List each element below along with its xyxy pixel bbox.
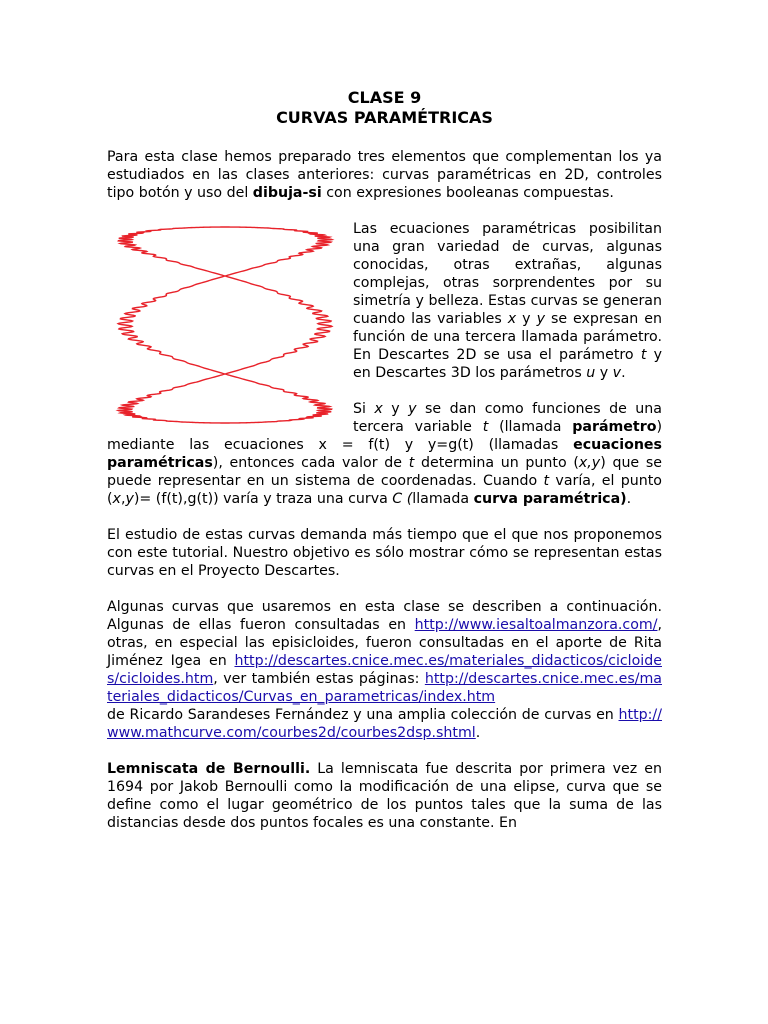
paragraph-sources: Algunas curvas que usaremos en esta clase se describen a continuación. Algunas de ellas fueron consultadas en http://www.iesaltoalmanzora.com/, otras, en especial las episicloides, fueron consultadas en el aporte de Rita Jiménez Igea en http://descartes.cnice.mec.es/materiales_didacticos/cicloides/cicloides.htm, ver también estas páginas: http://descartes.cnice.mec.es/materiales_didacticos/Curvas_en_parametricas/index.htm de Ricardo Sarandeses Fernández y una amplia colección de curvas en http://www.mathcurve.com/courbes2d/courbes2dsp.shtml. (107, 599, 662, 741)
paragraph-parametric-intro: Las ecuaciones paramétricas posibilitan una gran variedad de curvas, algunas conocidas, otras extrañas, algunas complejas, otras sorprendentes por su simetría y belleza. Estas curvas se generan cuando las variables x y y se expresan en función de una tercera llamada parámetro. En Descartes 2D se usa el parámetro t y en Descartes 3D los parámetros u y v. (353, 221, 662, 381)
paragraph-study: El estudio de estas curvas demanda más tiempo que el que nos proponemos con este tutorial. Nuestro objetivo es sólo mostrar cómo se representan estas curvas en el Proyecto Descartes. (107, 527, 662, 579)
title-line-1: CLASE 9 (347, 88, 422, 107)
curve-path (118, 227, 332, 423)
title-line-2: CURVAS PARAMÉTRICAS (276, 108, 493, 127)
curve-svg (107, 220, 343, 436)
document-page (107, 88, 662, 832)
link-curvas-en-parametricas[interactable]: http://descartes.cnice.mec.es/materiales_didacticos/Curvas_en_parametricas/index.htm (107, 671, 662, 705)
page-title (107, 88, 662, 128)
intro-text-a: Para esta clase hemos preparado tres elementos que complementan los ya estudiados en las clases anteriores: curvas paramétricas en 2D, controles tipo botón y uso del (107, 149, 662, 201)
intro-text-b: con expresiones booleanas compuestas. (321, 185, 614, 201)
intro-bold-dibuja-si: dibuja-si (252, 185, 322, 201)
link-iesaltoalmanzora[interactable]: http://www.iesaltoalmanzora.com/ (414, 617, 658, 633)
link-cicloides[interactable]: http://descartes.cnice.mec.es/materiales_didacticos/cicloides/cicloides.htm (107, 653, 662, 687)
link-mathcurve[interactable]: http://www.mathcurve.com/courbes2d/courbes2dsp.shtml (107, 707, 662, 741)
paragraph-parametric-definition: Si x y y se dan como funciones de una tercera variable t (llamada parámetro) mediante las ecuaciones x = f(t) y y=g(t) (llamadas ecuaciones paramétricas), entonces cada valor de t determina un punto (x,y) que se puede representar en un sistema de coordenadas. Cuando t varía, el punto (x,y)= (f(t),g(t)) varía y traza una curva C (llamada curva paramétrica). (107, 401, 662, 507)
parametric-curve-figure (107, 220, 343, 436)
paragraph-lemniscata: Lemniscata de Bernoulli. La lemniscata fue descrita por primera vez en 1694 por Jakob Bernoulli como la modificación de una elipse, curva que se define como el lugar geométrico de los puntos tales que la suma de las distancias desde dos puntos focales es una constante. En (107, 761, 662, 831)
intro-paragraph (107, 148, 662, 202)
lemniscata-heading: Lemniscata de Bernoulli. (107, 761, 311, 777)
